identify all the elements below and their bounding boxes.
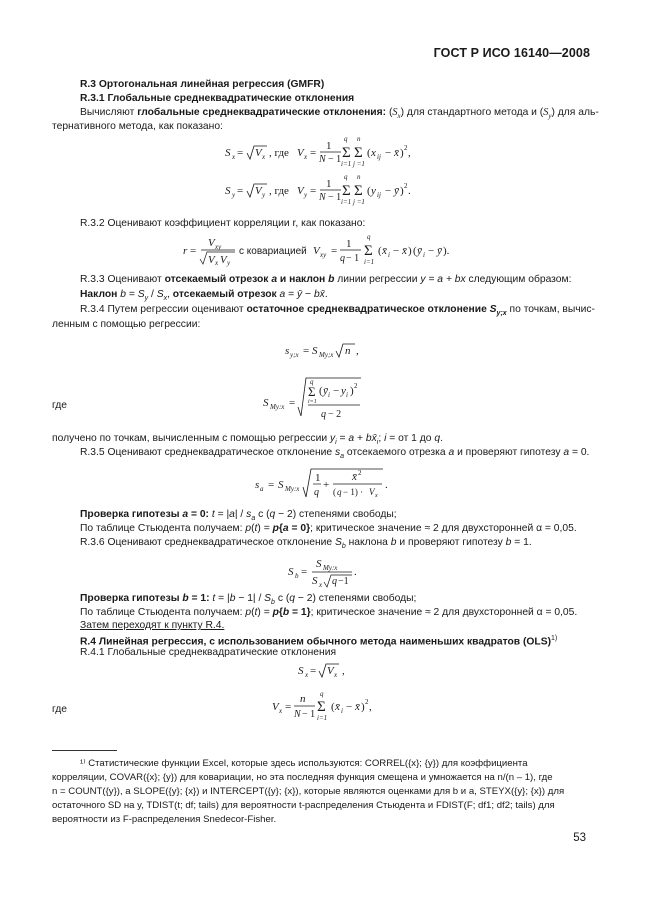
svg-text:i=1: i=1	[317, 714, 328, 722]
svg-text:y: y	[227, 259, 231, 267]
paragraph-r31-line1: Вычисляют глобальные среднеквадратические отклонения: $(S_x)$ для стандартного метода и $(S_y)$ для аль-	[80, 107, 599, 121]
svg-text:N: N	[319, 192, 326, 203]
label-gde-2: где	[52, 704, 68, 715]
footnote-separator	[52, 750, 117, 751]
paragraph-table-a: По таблице Стьюдента получаем: p(t) = p{a = 0}; критическое значение ≈ 2 для двухсторонней α = 0,05.	[80, 523, 577, 534]
svg-text:i=1: i=1	[341, 198, 352, 206]
svg-text:.: .	[408, 185, 411, 197]
svg-text:, где: , где	[269, 147, 289, 159]
svg-text:q: q	[367, 233, 371, 241]
svg-text:n: n	[300, 693, 306, 705]
label-gde-1: где	[52, 400, 68, 411]
footnote-line-5: вероятности из F-распределения Snedecor-Fisher.	[52, 814, 277, 825]
svg-text:,: ,	[342, 665, 345, 677]
svg-text:): )	[400, 185, 404, 197]
formula-sx2	[298, 659, 358, 681]
svg-text:,: ,	[356, 345, 359, 357]
svg-text:x: x	[262, 153, 266, 161]
svg-text:Σ: Σ	[342, 145, 351, 161]
svg-text:x: x	[215, 259, 219, 267]
svg-text:(: (	[413, 245, 417, 257]
svg-text:− 1: − 1	[328, 154, 342, 165]
formula-sx	[225, 134, 425, 172]
svg-text:=: =	[285, 701, 292, 713]
svg-text:S: S	[225, 147, 231, 159]
svg-text:ȳ: ȳ	[323, 385, 328, 397]
svg-text:y: y	[341, 385, 346, 397]
svg-text:S: S	[298, 665, 304, 677]
svg-text:y: y	[262, 191, 266, 199]
paragraph-r34-line2: ленным с помощью регрессии:	[52, 319, 201, 330]
svg-text:x: x	[371, 147, 376, 159]
svg-text:Σ: Σ	[364, 243, 373, 259]
formula-sy	[225, 172, 425, 210]
svg-text:V: V	[208, 254, 215, 266]
svg-text:ij: ij	[377, 191, 381, 199]
formula-sa	[255, 465, 395, 505]
svg-text:n: n	[357, 173, 361, 181]
svg-text:(: (	[367, 147, 371, 159]
svg-text:V: V	[327, 665, 334, 677]
svg-text:(: (	[367, 185, 371, 197]
footnote-line-2: корреляции, COVAR({x}; {y}) для ковариации, но эта последняя функция смещена и умножается на n/(n – 1), где	[52, 772, 553, 783]
svg-text:j =1: j =1	[353, 198, 365, 206]
svg-text:− 1: − 1	[328, 192, 342, 203]
svg-text:S: S	[225, 185, 231, 197]
svg-text:x̄: x̄	[335, 701, 340, 713]
svg-text:x̄: x̄	[394, 147, 399, 159]
svg-text:V: V	[272, 701, 279, 713]
footnote-ref: 1)	[551, 635, 558, 642]
svg-text:q: q	[344, 135, 348, 143]
svg-text:=: =	[310, 185, 317, 197]
formula-sb	[288, 555, 368, 591]
svg-text:S: S	[316, 558, 322, 570]
svg-text:Σ: Σ	[308, 384, 316, 399]
svg-text:s: s	[255, 479, 260, 491]
svg-text:V: V	[255, 185, 262, 197]
paragraph-slope: Наклон $b = S_y / S_x$, отсекаемый отрезок a = ȳ − bx̄.	[80, 289, 328, 303]
svg-text:q: q	[344, 173, 348, 181]
page-header: ГОСТ Р ИСО 16140—2008	[433, 46, 590, 60]
svg-text:S: S	[263, 397, 269, 409]
svg-text:Σ: Σ	[317, 699, 326, 715]
svg-text:(: (	[319, 385, 323, 397]
svg-text:y: y	[304, 191, 308, 199]
svg-text:=: =	[303, 345, 310, 357]
svg-text:n: n	[357, 135, 361, 143]
paragraph-r33: R.3.3 Оценивают отсекаемый отрезок a и наклон b линии регрессии y = a + bx следующим образом:	[80, 274, 572, 285]
svg-text:S: S	[278, 479, 284, 491]
svg-text:2: 2	[354, 382, 358, 390]
svg-text:1: 1	[326, 178, 332, 190]
paragraph-got: получено по точкам, вычисленным с помощью регрессии $y_i = a$ + $bx̄_i$; i = от 1 до q.	[52, 433, 443, 447]
svg-text:q: q	[340, 253, 345, 264]
svg-text:− 1) ·: − 1) ·	[343, 487, 364, 497]
paragraph-r41: R.4.1 Глобальные среднеквадратические отклонения	[80, 647, 337, 658]
svg-text:−1: −1	[338, 576, 349, 587]
svg-text:с ковариацией: с ковариацией	[239, 246, 307, 257]
svg-text:(: (	[333, 487, 336, 497]
svg-text:V: V	[220, 254, 227, 266]
formula-syx	[285, 338, 375, 364]
svg-text:,: ,	[369, 701, 372, 713]
svg-text:2: 2	[404, 182, 408, 190]
svg-text:=: =	[310, 665, 317, 677]
svg-text:=: =	[237, 147, 244, 159]
svg-text:1: 1	[326, 140, 332, 152]
paragraph-r31-line2: тернативного метода, как показано:	[52, 121, 223, 132]
svg-text:i: i	[423, 251, 425, 259]
svg-text:x: x	[305, 671, 309, 679]
svg-text:.: .	[354, 566, 357, 578]
svg-text:ij: ij	[377, 153, 381, 161]
svg-text:V: V	[208, 237, 215, 249]
svg-text:q: q	[320, 690, 324, 698]
svg-text:Σ: Σ	[354, 145, 363, 161]
svg-text:− 1: − 1	[346, 253, 360, 264]
svg-text:).: ).	[443, 245, 450, 257]
page-number: 53	[573, 832, 586, 844]
paragraph-check-a: Проверка гипотезы a = 0: $t = |a| / s_a$ с (q − 2) степенями свободы;	[80, 509, 397, 523]
footnote-line-3: n = COUNT({y}), a SLOPE({y}; {x}) и INTERCEPT({y}; {x}), которые являются оценками для b и a, STEYX({y}; {x}) для	[52, 786, 565, 797]
svg-text:q: q	[332, 576, 337, 587]
svg-text:): )	[400, 147, 404, 159]
svg-text:=: =	[331, 245, 338, 257]
svg-text:): )	[350, 385, 354, 397]
svg-text:+: +	[323, 479, 330, 491]
svg-text:1: 1	[346, 238, 352, 250]
svg-text:,: ,	[408, 147, 411, 159]
svg-text:q: q	[310, 378, 314, 386]
svg-text:.: .	[385, 479, 388, 491]
svg-text:x̄: x̄	[382, 245, 387, 257]
formula-smy	[263, 372, 373, 422]
svg-text:My:x: My:x	[285, 485, 300, 493]
svg-text:Σ: Σ	[354, 183, 363, 199]
svg-text:b: b	[295, 572, 299, 580]
svg-text:− 1: − 1	[302, 709, 316, 720]
svg-text:−: −	[385, 147, 392, 159]
formula-r	[183, 232, 463, 272]
svg-text:ȳ: ȳ	[394, 185, 399, 197]
svg-text:=: =	[268, 479, 275, 491]
svg-text:q: q	[321, 409, 326, 420]
svg-text:i: i	[328, 391, 330, 399]
paragraph-r36: R.3.6 Оценивают среднеквадратическое отклонение $S_b$ наклона b и проверяют гипотезу b = 1.	[80, 537, 532, 551]
svg-text:): )	[408, 245, 412, 257]
svg-text:x: x	[375, 493, 378, 499]
svg-text:S: S	[288, 566, 294, 578]
section-r31-heading: R.3.1 Глобальные среднеквадратические отклонения	[80, 93, 355, 104]
svg-text:r: r	[183, 245, 188, 257]
svg-text:x: x	[304, 153, 308, 161]
section-r3-heading: R.3 Ортогональная линейная регрессия (GMFR)	[80, 79, 325, 90]
paragraph-table-b: По таблице Стьюдента получаем: p(t) = p{b = 1}; критическое значение ≈ 2 для двухсторонней α = 0,05.	[80, 607, 578, 618]
svg-text:q: q	[314, 487, 319, 498]
svg-text:1: 1	[315, 472, 321, 484]
paragraph-r35: R.3.5 Оценивают среднеквадратическое отклонение $s_a$ отсекаемого отрезка a и проверяют гипотезу a = 0.	[80, 447, 590, 461]
svg-text:xy: xy	[320, 251, 327, 259]
svg-text:a: a	[260, 485, 264, 493]
svg-text:My;x: My;x	[319, 351, 334, 359]
svg-text:V: V	[297, 147, 304, 159]
svg-text:2: 2	[365, 698, 369, 706]
svg-text:N: N	[294, 709, 301, 720]
paragraph-check-b: Проверка гипотезы b = 1: $t = |b - 1| / S_b$ c (q − 2) степенями свободы;	[80, 593, 417, 607]
svg-text:xy: xy	[215, 243, 222, 251]
footnote-line-1: ¹⁾ Статистические функции Excel, которые здесь используются: CORREL({x}; {y}) для коэффициента	[80, 758, 528, 769]
paragraph-r34-line1: R.3.4 Путем регрессии оценивают остаточное среднеквадратическое отклонение $S_{y;x}$ по точкам, вычис-	[80, 304, 595, 318]
svg-text:n: n	[345, 345, 351, 357]
svg-text:, где: , где	[269, 185, 289, 197]
svg-text:x̄: x̄	[402, 245, 407, 257]
svg-text:x̄: x̄	[355, 701, 360, 713]
svg-text:S: S	[312, 345, 318, 357]
svg-text:V: V	[255, 147, 262, 159]
svg-text:i=1: i=1	[308, 399, 317, 405]
svg-text:−: −	[333, 385, 340, 397]
svg-text:i: i	[346, 391, 348, 399]
svg-text:V: V	[369, 487, 375, 497]
svg-text:−: −	[393, 245, 400, 257]
svg-text:=: =	[190, 245, 197, 257]
formula-vx2	[272, 688, 392, 724]
svg-text:ȳ: ȳ	[437, 245, 442, 257]
svg-text:−: −	[385, 185, 392, 197]
svg-text:Σ: Σ	[342, 183, 351, 199]
svg-text:x: x	[319, 581, 323, 589]
svg-text:q: q	[337, 487, 342, 497]
svg-text:−: −	[346, 701, 353, 713]
footnote-line-4: остаточного SD на y, TDIST(t; df; tails) для вероятности t-распределения Стьюдента и FDIST(F; df1; df2; tails) для	[52, 800, 555, 811]
svg-text:V: V	[297, 185, 304, 197]
svg-text:x: x	[232, 153, 236, 161]
svg-text:=: =	[289, 397, 296, 409]
svg-text:=: =	[237, 185, 244, 197]
svg-text:y: y	[232, 191, 236, 199]
svg-text:y: y	[371, 185, 376, 197]
svg-text:=: =	[310, 147, 317, 159]
svg-text:(: (	[331, 701, 335, 713]
svg-text:x̄: x̄	[352, 471, 357, 483]
svg-text:My:x: My:x	[270, 403, 285, 411]
svg-text:y;x: y;x	[290, 351, 299, 359]
svg-text:i: i	[388, 251, 390, 259]
svg-text:): )	[361, 701, 365, 713]
paragraph-goto: Затем переходят к пункту R.4.	[80, 620, 225, 631]
svg-text:− 2: − 2	[328, 409, 342, 420]
svg-text:i=1: i=1	[364, 258, 375, 266]
svg-text:i: i	[341, 707, 343, 715]
svg-text:i=1: i=1	[341, 160, 352, 168]
svg-text:V: V	[313, 245, 320, 257]
svg-text:S: S	[312, 575, 318, 587]
svg-text:N: N	[319, 154, 326, 165]
svg-text:−: −	[428, 245, 435, 257]
svg-text:s: s	[285, 345, 290, 357]
section-r4-text: R.4 Линейная регрессия, с использованием обычного метода наименьших квадратов (OLS)	[80, 636, 552, 648]
svg-text:(: (	[378, 245, 382, 257]
paragraph-r32: R.3.2 Оценивают коэффициент корреляции r, как показано:	[80, 218, 366, 229]
svg-text:=: =	[301, 566, 308, 578]
svg-text:j =1: j =1	[353, 160, 365, 168]
svg-text:2: 2	[404, 144, 408, 152]
svg-text:2: 2	[358, 469, 362, 477]
svg-text:ȳ: ȳ	[417, 245, 422, 257]
svg-text:x: x	[279, 707, 283, 715]
svg-text:x: x	[334, 671, 338, 679]
svg-text:My:x: My:x	[323, 564, 338, 572]
